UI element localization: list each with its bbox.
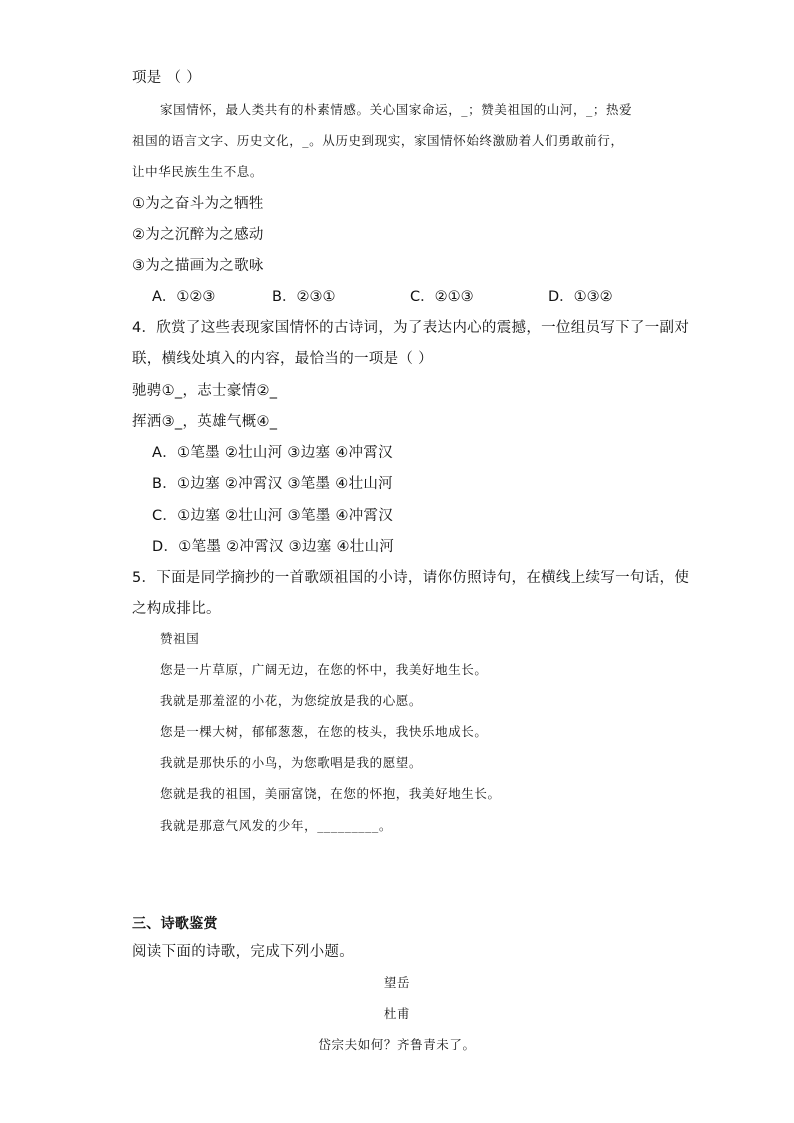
poem-author: 杜甫 xyxy=(383,1006,411,1021)
q5-poem-line: 您是一棵大树，郁郁葱葱，在您的枝头，我快乐地成长。 xyxy=(160,724,488,739)
q5-poem-line: 您就是我的祖国，美丽富饶，在您的怀抱，我美好地生长。 xyxy=(160,786,501,801)
q5-poem-title: 赞祖国 xyxy=(160,631,200,646)
q5-poem-line: 您是一片草原，广阔无边，在您的怀中，我美好地生长。 xyxy=(160,662,488,677)
q5-poem-line: 我就是那快乐的小鸟，为您歌唱是我的愿望。 xyxy=(160,755,423,770)
q4-stem-line: 4．欣赏了这些表现家国情怀的古诗词，为了表达内心的震撼，一位组员写下了一副对 xyxy=(132,320,690,336)
q5-poem-line: 我就是那羞涩的小花，为您绽放是我的心愿。 xyxy=(160,693,423,708)
q4-option-c: C．①边塞 ②壮山河 ③笔墨 ④冲霄汉 xyxy=(152,508,394,524)
section-heading: 三、诗歌鉴赏 xyxy=(132,916,218,932)
q3-stem-tail: 项是 （ ） xyxy=(132,70,202,86)
q3-passage-line: 祖国的语言文字、历史文化，_。从历史到现实，家国情怀始终激励着人们勇敢前行， xyxy=(132,133,624,148)
poem-line: 岱宗夫如何？齐鲁青未了。 xyxy=(318,1037,476,1052)
q3-option-c: C．②①③ xyxy=(410,289,474,305)
q4-option-b: B．①边塞 ②冲霄汉 ③笔墨 ④壮山河 xyxy=(152,476,393,492)
poem-title: 望岳 xyxy=(383,975,411,990)
q5-poem-line: 我就是那意气风发的少年，_________。 xyxy=(160,818,392,833)
q5-stem-line: 5．下面是同学摘抄的一首歌颂祖国的小诗，请你仿照诗句，在横线上续写一句话，使 xyxy=(132,570,690,586)
q3-item: ②为之沉醉为之感动 xyxy=(132,227,264,243)
q3-item: ③为之描画为之歌咏 xyxy=(132,258,264,274)
q3-option-b: B．②③① xyxy=(272,289,336,305)
q3-item: ①为之奋斗为之牺牲 xyxy=(132,196,264,212)
q3-passage-line: 家国情怀，最人类共有的朴素情感。关心国家命运，_；赞美祖国的山河，_；热爱 xyxy=(160,102,633,117)
section-instruction: 阅读下面的诗歌，完成下列小题。 xyxy=(132,944,354,960)
q5-stem-line: 之构成排比。 xyxy=(132,601,221,617)
q4-option-d: D．①笔墨 ②冲霄汉 ③边塞 ④壮山河 xyxy=(152,539,395,555)
q3-passage-line: 让中华民族生生不息。 xyxy=(132,164,264,179)
q4-option-a: A．①笔墨 ②壮山河 ③边塞 ④冲霄汉 xyxy=(152,445,393,461)
q4-stem-line: 联，横线处填入的内容，最恰当的一项是（ ） xyxy=(132,351,433,367)
q3-option-d: D．①③② xyxy=(548,289,613,305)
q4-couplet-line: 挥洒③_，英雄气概④_ xyxy=(132,414,278,430)
q3-option-a: A．①②③ xyxy=(152,289,216,305)
q4-couplet-line: 驰骋①_，志士豪情②_ xyxy=(132,383,278,399)
